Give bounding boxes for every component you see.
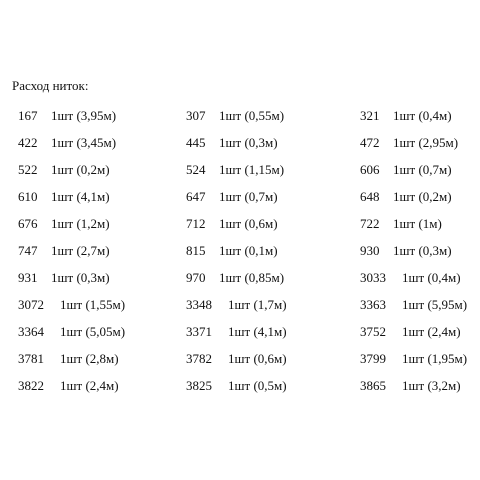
thread-code: 610 (18, 189, 38, 204)
thread-entry (360, 378, 461, 394)
thread-amount: 1шт (0,7м) (219, 189, 278, 204)
thread-code: 712 (186, 216, 206, 231)
thread-entry (18, 324, 125, 340)
thread-amount: 1шт (5,95м) (402, 297, 468, 312)
thread-amount: 1шт (1,2м) (51, 216, 110, 231)
thread-entry (18, 270, 110, 286)
thread-amount: 1шт (0,3м) (219, 135, 278, 150)
thread-amount: 1шт (0,2м) (51, 162, 110, 177)
thread-amount: 1шт (4,1м) (51, 189, 110, 204)
thread-code: 3825 (186, 378, 212, 393)
thread-entry (360, 108, 452, 124)
thread-code: 676 (18, 216, 38, 231)
thread-amount: 1шт (5,05м) (60, 324, 126, 339)
table-row (0, 351, 480, 378)
thread-code: 931 (18, 270, 38, 285)
thread-entry (360, 324, 461, 340)
table-row (0, 243, 480, 270)
thread-entry (18, 135, 116, 151)
thread-amount: 1шт (2,7м) (51, 243, 110, 258)
thread-entry (186, 162, 284, 178)
thread-entry (360, 351, 467, 367)
thread-code: 524 (186, 162, 206, 177)
thread-code: 970 (186, 270, 206, 285)
thread-entry (186, 351, 287, 367)
thread-entry (186, 324, 287, 340)
thread-code: 3371 (186, 324, 212, 339)
thread-amount: 1шт (4,1м) (228, 324, 287, 339)
thread-code: 321 (360, 108, 380, 123)
thread-amount: 1шт (0,4м) (393, 108, 452, 123)
thread-code: 3364 (18, 324, 44, 339)
thread-code: 930 (360, 243, 380, 258)
thread-usage-table (0, 108, 480, 405)
thread-entry (18, 297, 125, 313)
thread-amount: 1шт (1,15м) (219, 162, 285, 177)
thread-entry (186, 108, 284, 124)
thread-amount: 1шт (0,3м) (393, 243, 452, 258)
thread-amount: 1шт (3,2м) (402, 378, 461, 393)
thread-entry (186, 297, 287, 313)
thread-entry (186, 243, 278, 259)
thread-code: 3348 (186, 297, 212, 312)
thread-code: 647 (186, 189, 206, 204)
thread-entry (18, 243, 110, 259)
table-row (0, 108, 480, 135)
table-row (0, 162, 480, 189)
thread-amount: 1шт (0,1м) (219, 243, 278, 258)
table-row (0, 135, 480, 162)
thread-amount: 1шт (0,3м) (51, 270, 110, 285)
thread-code: 167 (18, 108, 38, 123)
document-heading: Расход ниток: (12, 78, 89, 93)
thread-amount: 1шт (3,45м) (51, 135, 117, 150)
table-row (0, 378, 480, 405)
thread-entry (186, 378, 287, 394)
thread-entry (18, 189, 110, 205)
thread-code: 606 (360, 162, 380, 177)
thread-amount: 1шт (1,95м) (402, 351, 468, 366)
thread-entry (360, 162, 452, 178)
table-row (0, 324, 480, 351)
thread-amount: 1шт (3,95м) (51, 108, 117, 123)
thread-entry (360, 270, 461, 286)
thread-amount: 1шт (1,7м) (228, 297, 287, 312)
thread-amount: 1шт (2,4м) (60, 378, 119, 393)
thread-amount: 1шт (0,2м) (393, 189, 452, 204)
thread-code: 422 (18, 135, 38, 150)
thread-entry (360, 297, 467, 313)
thread-code: 3363 (360, 297, 386, 312)
thread-entry (186, 270, 284, 286)
thread-code: 3799 (360, 351, 386, 366)
thread-code: 445 (186, 135, 206, 150)
table-row (0, 297, 480, 324)
thread-code: 3781 (18, 351, 44, 366)
thread-amount: 1шт (1м) (393, 216, 442, 231)
thread-amount: 1шт (0,6м) (228, 351, 287, 366)
thread-amount: 1шт (2,95м) (393, 135, 459, 150)
table-row (0, 270, 480, 297)
thread-entry (18, 378, 119, 394)
thread-code: 815 (186, 243, 206, 258)
thread-entry (186, 216, 278, 232)
thread-code: 3822 (18, 378, 44, 393)
thread-entry (360, 243, 452, 259)
table-row (0, 216, 480, 243)
thread-amount: 1шт (0,5м) (228, 378, 287, 393)
thread-amount: 1шт (0,85м) (219, 270, 285, 285)
thread-amount: 1шт (0,4м) (402, 270, 461, 285)
thread-code: 3782 (186, 351, 212, 366)
thread-code: 722 (360, 216, 380, 231)
thread-entry (360, 135, 458, 151)
thread-code: 472 (360, 135, 380, 150)
thread-amount: 1шт (1,55м) (60, 297, 126, 312)
thread-code: 3865 (360, 378, 386, 393)
thread-entry (360, 216, 442, 232)
thread-amount: 1шт (0,7м) (393, 162, 452, 177)
thread-amount: 1шт (0,6м) (219, 216, 278, 231)
thread-code: 648 (360, 189, 380, 204)
table-row (0, 189, 480, 216)
thread-code: 3072 (18, 297, 44, 312)
thread-code: 747 (18, 243, 38, 258)
thread-code: 522 (18, 162, 38, 177)
thread-entry (18, 351, 119, 367)
thread-entry (186, 189, 278, 205)
thread-code: 3033 (360, 270, 386, 285)
thread-entry (18, 108, 116, 124)
thread-amount: 1шт (2,8м) (60, 351, 119, 366)
thread-entry (18, 162, 110, 178)
thread-code: 307 (186, 108, 206, 123)
thread-entry (18, 216, 110, 232)
thread-entry (186, 135, 278, 151)
thread-amount: 1шт (2,4м) (402, 324, 461, 339)
thread-code: 3752 (360, 324, 386, 339)
thread-entry (360, 189, 452, 205)
thread-amount: 1шт (0,55м) (219, 108, 285, 123)
